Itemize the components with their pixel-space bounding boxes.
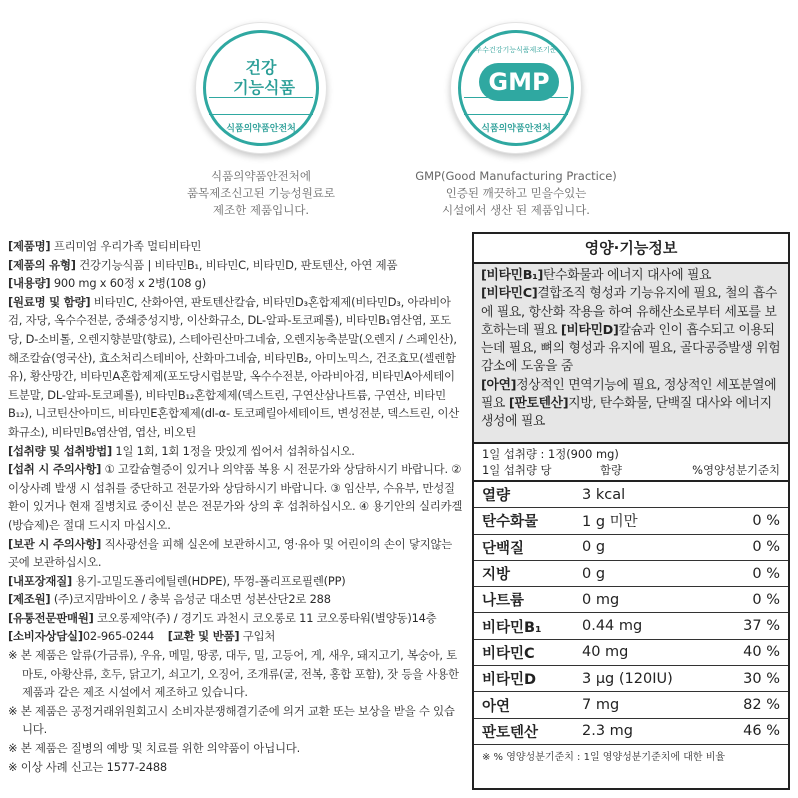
caution-line: [섭취 시 주의사항] ① 고칼슘혈증이 있거나 의약품 복용 시 전문가와 상담하시기 바랍니다. ② 이상사례 발생 시 섭취를 중단하고 전문가와 상담하시기 바랍니다. ③ 임산부, 수유부, 만성질환이 있거나 현재 질병치료 중이신 분은 전문가와 상의 후 섭취하십시오. ④ 용기안의 실리카겔(방습제)은 절대 드시지 마십시오. <box>8 462 463 532</box>
footnote: ※ % 영양성분기준치 : 1일 영양성분기준치에 대한 비율 <box>482 751 726 763</box>
table-row: 아연 7 mg 82 % <box>474 692 788 718</box>
function-info <box>474 264 788 444</box>
ingredients-line: [원료명 및 함량] 비타민C, 산화아연, 판토텐산칼슘, 비타민D₃혼합제제(비타민D₃, 아라비아검, 자당, 옥수수전분, 중쇄중성지방, 이산화규소, DL-알파-토코페롤), 비타민B₁염산염, 포도당, D-소비톨, 오렌지향분말(향료), 스테아린산마그네슘, 오렌지농축분말(오렌지 / 스페인산), 해조칼슘(영국산), 효소처리스테비아, 산화마그네슘, 비타민B₂, 아미노믹스, 건조효모(셀렌함유), 황산망간, 비타민A혼합제제(포도당시럽분말, 옥수수전분, 아라비아검, 비타민A아세테이트분말, DL-알파-토코페롤), 비타민B₁₂혼합제제(덱스트린, 구연산삼나트륨, 구연산, 비타민B₁₂), 니코틴산아미드, 비타민E혼합제제(dl-α- 토코페릴아세테이트, 변성전분, 덱스트린, 이산화규소), 비타민B₆염산염, 엽산, 비오틴 <box>8 294 460 439</box>
function-text: 지방, 탄수화물, 단백질 대사와 에너지 생성에 필요 <box>481 396 772 430</box>
seal-org: 식품의약품안전처 <box>226 124 296 134</box>
table-row: 열량 3 kcal <box>474 482 788 508</box>
product-name-line: [제품명] 프리미엄 우리가족 멀티비타민 <box>8 239 202 253</box>
health-functional-food-seal <box>195 22 327 154</box>
nutrition-panel <box>472 232 790 790</box>
content-line: [내용량] 900 mg x 60정 x 2병(108 g) <box>8 276 206 291</box>
function-tag: [비타민C] <box>481 286 538 302</box>
note-exchange: ※ 본 제품은 공정거래위원회고시 소비자분쟁해결기준에 의거 교환 또는 보상을 받을 수 있습니다. <box>8 703 455 737</box>
health-badge-caption: 식품의약품안전처에 품목제조신고된 기능성원료로 제조한 제품입니다. <box>186 169 336 217</box>
gmp-logo: GMP <box>479 63 559 101</box>
panel-title: 영양·기능정보 <box>474 234 788 264</box>
serving-size: 1일 섭취량 : 1정(900 mg) <box>482 447 619 461</box>
storage-line: [보관 시 주의사항] 직사광선을 피해 실온에 보관하시고, 영·유아 및 어린이의 손이 닿지않는 곳에 보관하십시오. <box>8 536 453 570</box>
product-info <box>8 237 464 776</box>
serving-info <box>474 444 788 480</box>
seller-line: [유통전문판매원] 코오롱제약(주) / 경기도 과천시 코오롱로 11 코오롱타워(별양동)14층 <box>8 610 437 625</box>
table-row: 지방 0 g 0 % <box>474 561 788 587</box>
function-tag: [판토텐산] <box>508 396 569 412</box>
function-text: 정상적인 면역기능에 필요, 정상적인 세포분열에 필요 <box>481 377 777 412</box>
gmp-arc-text: 우수건강기능식품제조기준 <box>475 46 557 54</box>
gmp-seal <box>450 22 582 154</box>
function-tag: [비타민B₁] <box>481 268 544 283</box>
manufacturer-line: [제조원] (주)코지맘바이오 / 충북 음성군 대소면 성본산단2로 288 <box>8 592 331 607</box>
nutrition-table <box>474 480 788 745</box>
seal-title-line2: 기능식품 <box>233 78 295 97</box>
table-row: 단백질 0 g 0 % <box>474 535 788 561</box>
table-row: 비타민B₁ 0.44 mg 37 % <box>474 613 788 639</box>
gmp-badge-section <box>366 22 666 219</box>
seal-title-line1: 건강 <box>245 58 277 77</box>
table-row: 탄수화물 1 g 미만 0 % <box>474 508 788 534</box>
table-row: 비타민D 3 μg (120IU) 30 % <box>474 666 788 692</box>
function-text: 탄수화물과 에너지 대사에 필요 <box>543 268 712 283</box>
product-type-line: [제품의 유형] 건강기능식품 | 비타민B₁, 비타민C, 비타민D, 판토텐산, 아연 제품 <box>8 257 398 272</box>
function-tag: [아연] <box>481 377 517 393</box>
gmp-seal-org: 식품의약품안전처 <box>481 124 551 134</box>
gmp-badge-caption: GMP(Good Manufacturing Practice) 인증된 깨끗하고 믿을수있는 시설에서 생산 된 제품입니다. <box>415 169 617 217</box>
function-text: 결합조직 형성과 기능유지에 필요, 철의 흡수에 필요, 항산화 작용을 하여 유해산소로부터 세포를 보호하는데 필요 <box>481 286 778 338</box>
function-text: 칼슘과 인이 흡수되고 이용되는데 필요, 뼈의 형성과 유지에 필요, 골다공증발생 위험 감소에 도움을 줌 <box>481 322 781 375</box>
note-not-medicine: ※ 본 제품은 질병의 예방 및 치료를 위한 의약품이 아닙니다. <box>8 741 301 756</box>
table-header: 1일 섭취량 당 함량 %영양성분기준치 <box>482 463 780 477</box>
table-row: 판토텐산 2.3 mg 46 % <box>474 719 788 745</box>
function-tag: [비타민D] <box>560 322 619 338</box>
table-row: 비타민C 40 mg 40 % <box>474 640 788 666</box>
note-allergen: ※ 본 제품은 알류(가금류), 우유, 메밀, 땅콩, 대두, 밀, 고등어, 게, 새우, 돼지고기, 복숭아, 토마토, 아황산류, 호두, 닭고기, 쇠고기, 오징어, 조개류(굴, 전복, 홍합 포함), 잣 등을 사용한 제품과 같은 제조 시설에서 제조하고 있습니다. <box>8 648 459 700</box>
consumer-line: [소비자상담실]02-965-0244 [교환 및 반품] 구입처 <box>8 629 276 644</box>
table-row: 나트륨 0 mg 0 % <box>474 587 788 613</box>
note-report: ※ 이상 사례 신고는 1577-2488 <box>8 759 167 774</box>
packaging-line: [내포장재질] 용기-고밀도폴리에틸렌(HDPE), 뚜껑-폴리프로필렌(PP) <box>8 573 346 588</box>
intake-line: [섭취량 및 섭취방법] 1일 1회, 1회 1정을 맛있게 씹어서 섭취하십시오. <box>8 443 355 458</box>
